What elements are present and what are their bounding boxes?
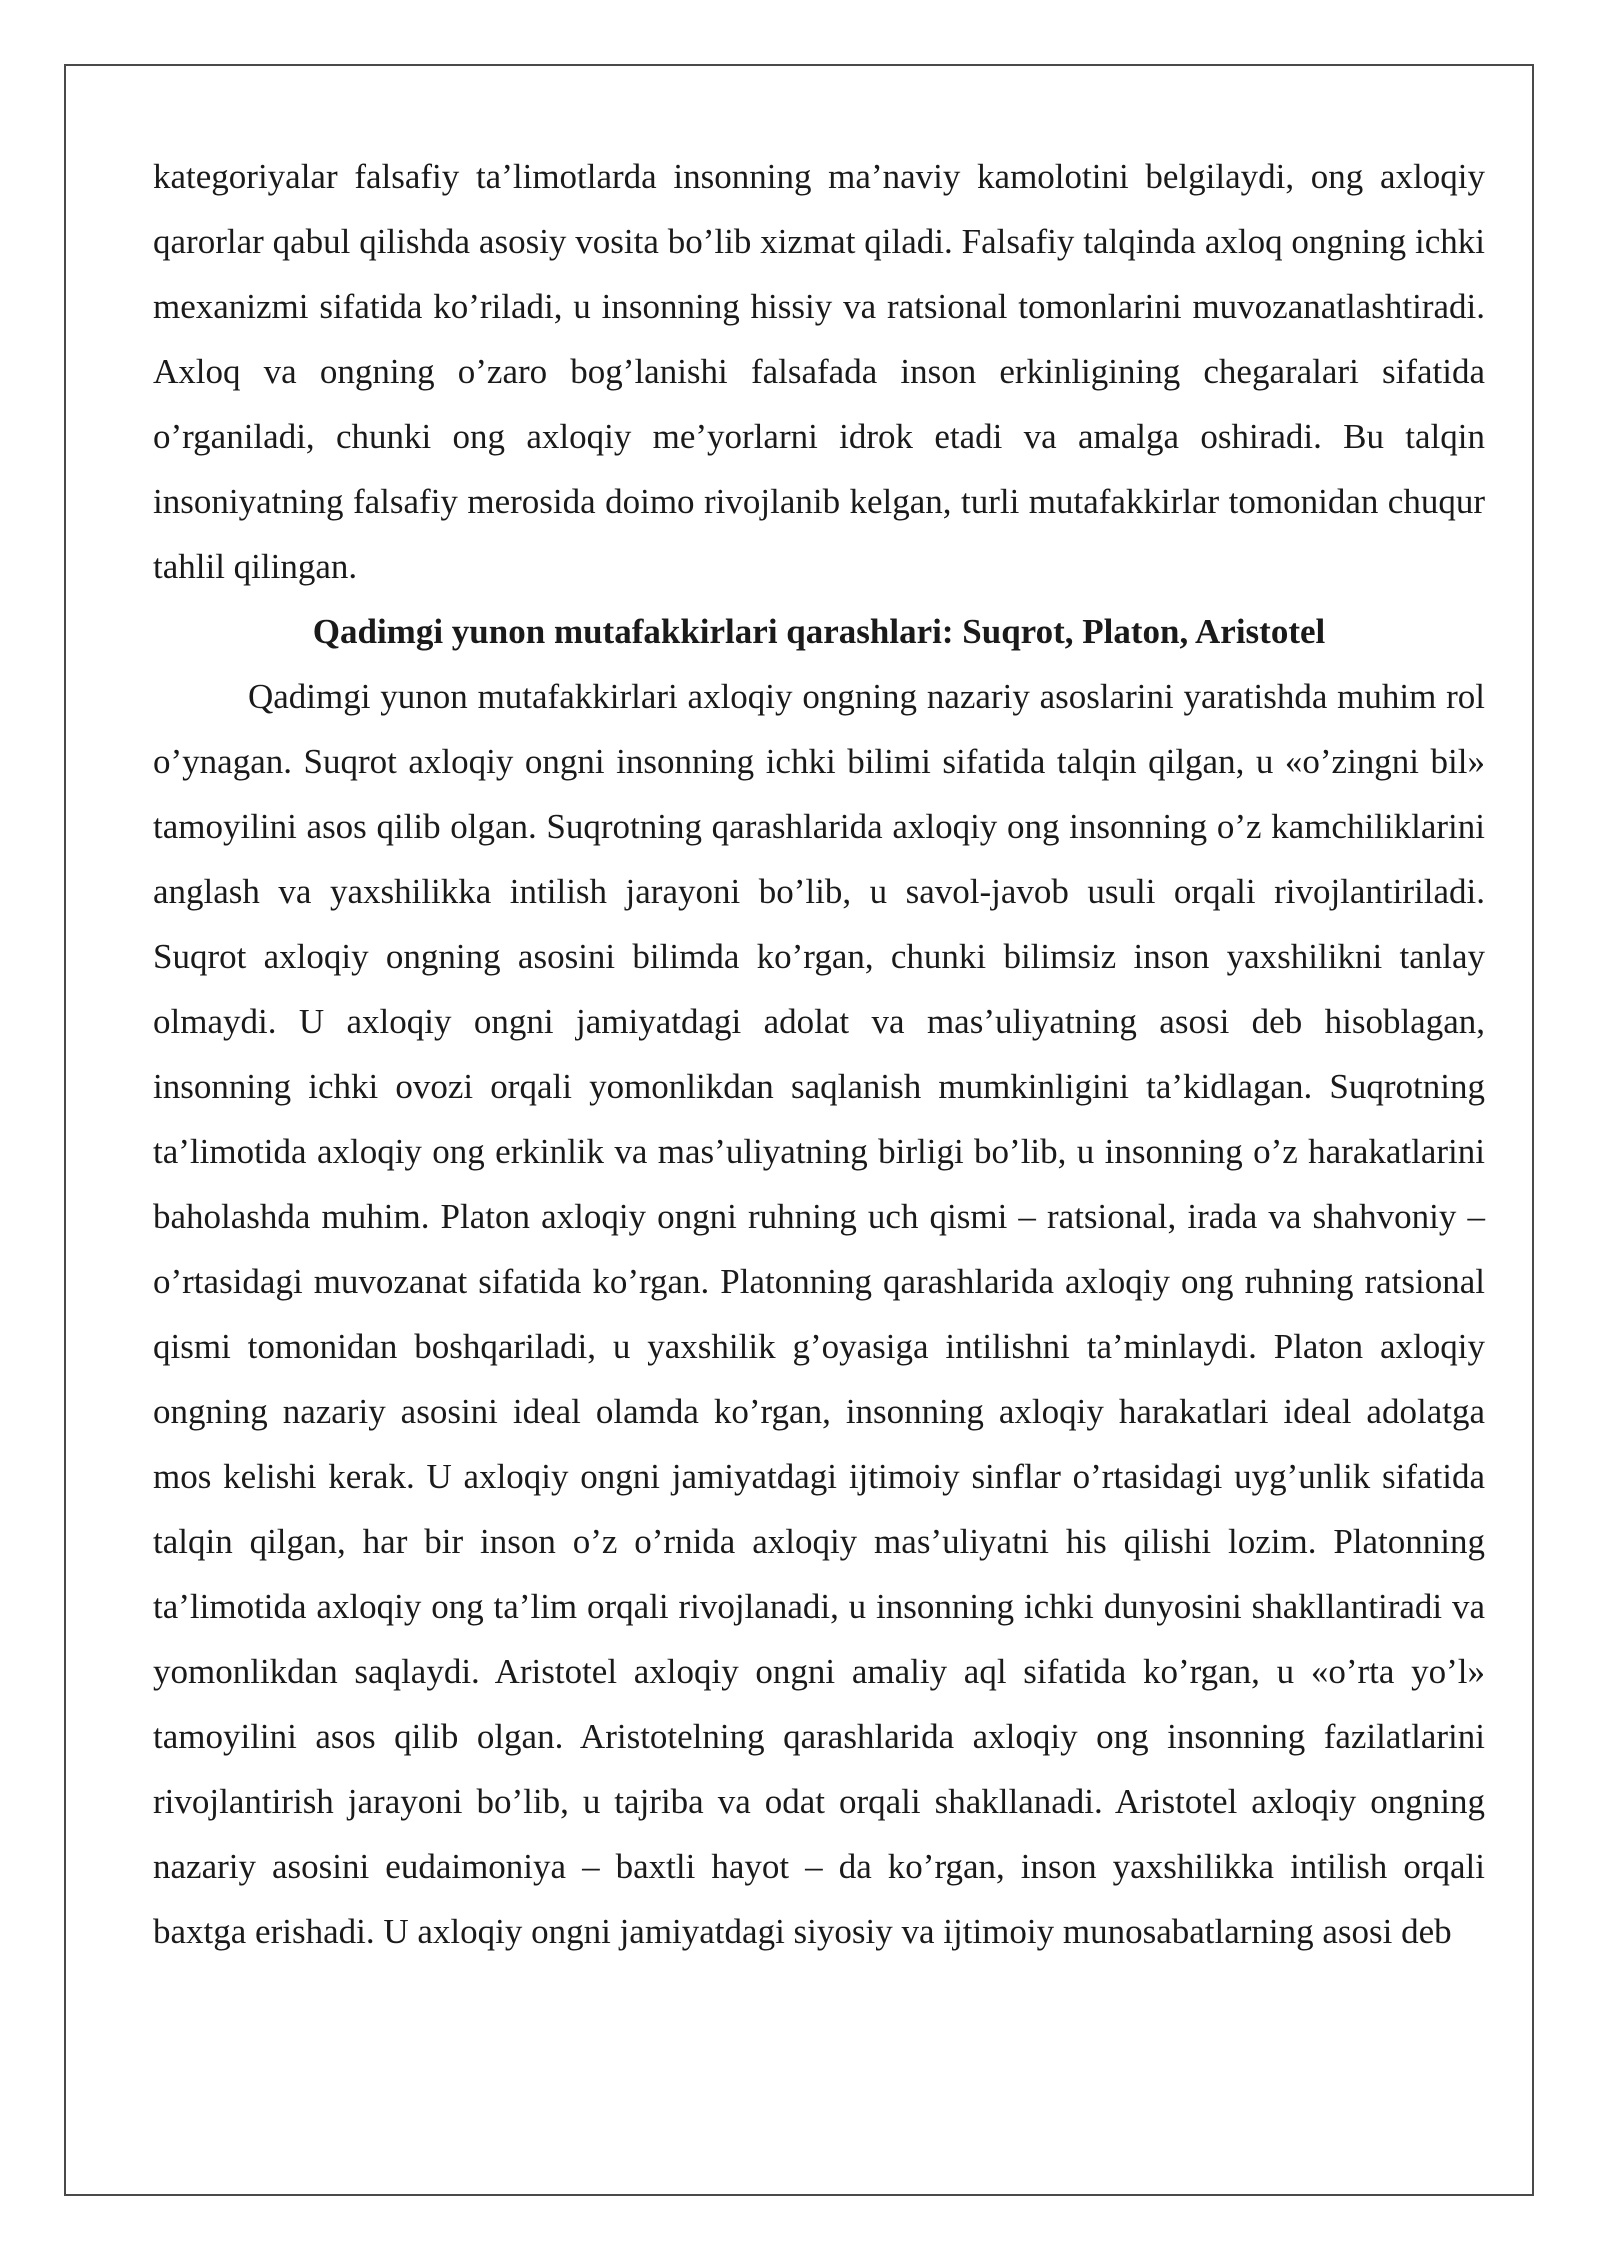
page-content [153, 144, 1485, 1964]
section-heading: Qadimgi yunon mutafakkirlari qarashlari: Suqrot, Platon, Aristotel [312, 612, 1326, 651]
paragraph-main: Qadimgi yunon mutafakkirlari axloqiy ongning nazariy asoslarini yaratishda muhim rol o’ynagan. Suqrot axloqiy ongni insonning ichki bilimi sifatida talqin qilgan, u «o’zingni bil» tamoyilini asos qilib olgan. Suqrotning qarashlarida axloqiy ong insonning o’z kamchiliklarini anglash va yaxshilikka intilish jarayoni bo’lib, u savol-javob usuli orqali rivojlantiriladi. Suqrot axloqiy ongning asosini bilimda ko’rgan, chunki bilimsiz inson yaxshilikni tanlay olmaydi. U axloqiy ongni jamiyatdagi adolat va mas’uliyatning asosi deb hisoblagan, insonning ichki ovozi orqali yomonlikdan saqlanish mumkinligini ta’kidlagan. Suqrotning ta’limotida axloqiy ong erkinlik va mas’uliyatning birligi bo’lib, u insonning o’z harakatlarini baholashda muhim. Platon axloqiy ongni ruhning uch qismi – ratsional, irada va shahvoniy – o’rtasidagi muvozanat sifatida ko’rgan. Platonning qarashlarida axloqiy ong ruhning ratsional qismi tomonidan boshqariladi, u yaxshilik g’oyasiga intilishni ta’minlaydi. Platon axloqiy ongning nazariy asosini ideal olamda ko’rgan, insonning axloqiy harakatlari ideal adolatga mos kelishi kerak. U axloqiy ongni jamiyatdagi ijtimoiy sinflar o’rtasidagi uyg’unlik sifatida talqin qilgan, har bir inson o’z o’rnida axloqiy mas’uliyatni his qilishi lozim. Platonning ta’limotida axloqiy ong ta’lim orqali rivojlanadi, u insonning ichki dunyosini shakllantiradi va yomonlikdan saqlaydi. Aristotel axloqiy ongni amaliy aql sifatida ko’rgan, u «o’rta yo’l» tamoyilini asos qilib olgan. Aristotelning qarashlarida axloqiy ong insonning fazilatlarini rivojlantirish jarayoni bo’lib, u tajriba va odat orqali shakllanadi. Aristotel axloqiy ongning nazariy asosini eudaimoniya – baxtli hayot – da ko’rgan, inson yaxshilikka intilish orqali baxtga erishadi. U axloqiy ongni jamiyatdagi siyosiy va ijtimoiy munosabatlarning asosi deb [153, 677, 1485, 1951]
paragraph-continued: kategoriyalar falsafiy ta’limotlarda insonning ma’naviy kamolotini belgilaydi, ong axloqiy qarorlar qabul qilishda asosiy vosita bo’lib xizmat qiladi. Falsafiy talqinda axloq ongning ichki mexanizmi sifatida ko’riladi, u insonning hissiy va ratsional tomonlarini muvozanatlashtiradi. Axloq va ongning o’zaro bog’lanishi falsafada inson erkinligining chegaralari sifatida o’rganiladi, chunki ong axloqiy me’yorlarni idrok etadi va amalga oshiradi. Bu talqin insoniyatning falsafiy merosida doimo rivojlanib kelgan, turli mutafakkirlar tomonidan chuqur tahlil qilingan. [153, 157, 1485, 586]
